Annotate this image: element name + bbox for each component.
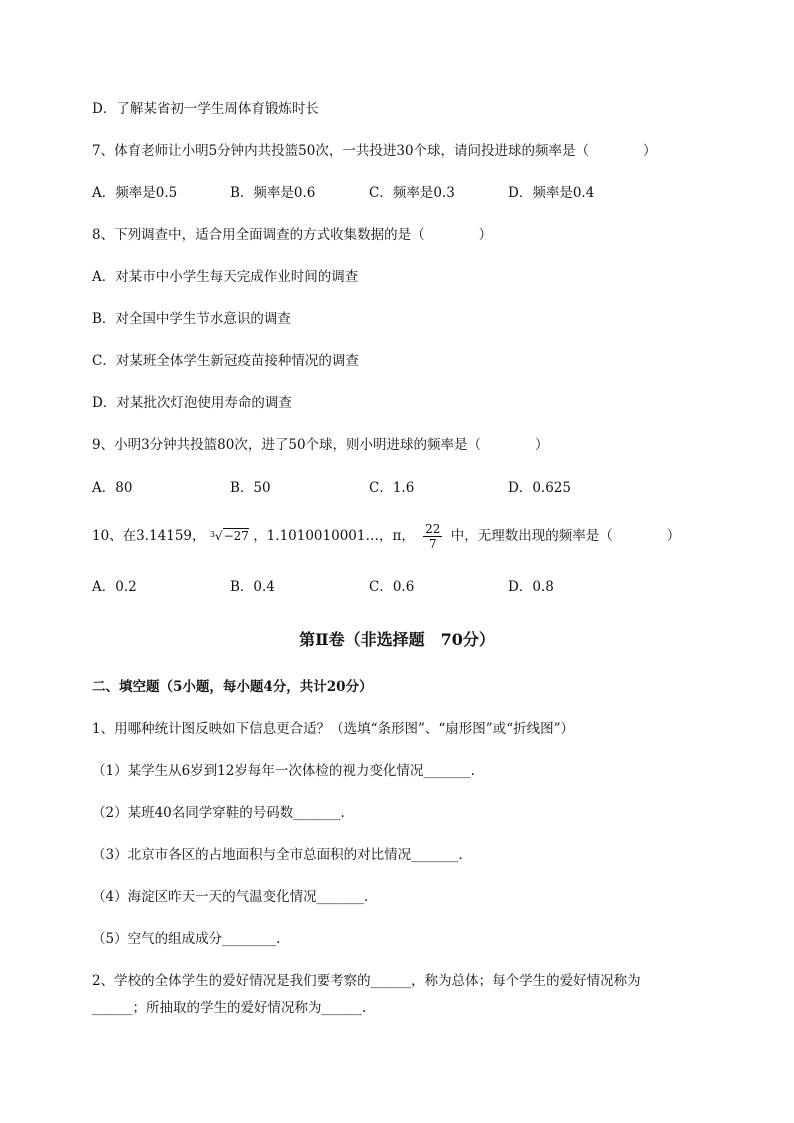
question-8-stem: 8、下列调查中，适合用全面调查的方式收集数据的是（ ） [92, 227, 493, 243]
question-7-option-a: A．频率是0.5 [92, 185, 178, 201]
part-2-heading: 二、填空题（5小题，每小题4分，共计20分） [92, 679, 373, 695]
fill-1-item-4: （4）海淀区昨天一天的气温变化情况_______. [92, 889, 369, 905]
q10-mid: ，1.1010010001…，π， [253, 528, 415, 544]
fill-1-item-3: （3）北京市各区的占地面积与全市总面积的对比情况_______. [92, 847, 463, 863]
fraction-denominator: 7 [428, 537, 437, 551]
root-index: 3 [209, 530, 215, 539]
question-10-option-b: B．0.4 [230, 579, 275, 595]
question-10-option-a: A．0.2 [92, 579, 137, 595]
question-10-option-d: D．0.8 [508, 579, 554, 595]
fraction [423, 522, 442, 551]
fill-2-line-2: ______；所抽取的学生的爱好情况称为______. [92, 1000, 367, 1016]
section-2-title: 第Ⅱ卷（非选择题 70分） [299, 630, 495, 649]
radical-sign: √ [214, 529, 223, 543]
fill-1-stem: 1、用哪种统计图反映如下信息更合适？（选填“条形图”、“扇形图”或“折线图”） [92, 721, 574, 737]
question-9-option-a: A．80 [92, 480, 133, 496]
question-8-option-b: B．对全国中学生节水意识的调查 [92, 311, 291, 327]
question-7-option-b: B．频率是0.6 [230, 185, 316, 201]
question-7-option-d: D．频率是0.4 [508, 185, 595, 201]
question-7-stem: 7、体育老师让小明5分钟内共投篮50次，一共投进30个球，请问投进球的频率是（ ） [92, 143, 657, 159]
fraction-numerator: 22 [425, 522, 441, 536]
question-9-option-d: D．0.625 [508, 480, 571, 496]
fill-1-item-1: （1）某学生从6岁到12岁每年一次体检的视力变化情况_______. [92, 763, 475, 779]
q10-suffix: 中，无理数出现的频率是（ ） [450, 528, 681, 544]
fill-1-item-5: （5）空气的组成成分________. [92, 931, 281, 947]
question-10-stem [92, 518, 680, 554]
question-7-option-c: C．频率是0.3 [369, 185, 455, 201]
question-8-option-c: C．对某班全体学生新冠疫苗接种情况的调查 [92, 353, 359, 369]
q10-prefix: 10、在3.14159， [92, 528, 206, 544]
question-9-option-c: C．1.6 [369, 480, 415, 496]
question-9-option-b: B．50 [230, 480, 271, 496]
question-6-option-d: D．了解某省初一学生周体育锻炼时长 [92, 101, 319, 117]
fill-1-item-2: （2）某班40名同学穿鞋的号码数_______. [92, 805, 345, 821]
question-10-option-c: C．0.6 [369, 579, 415, 595]
radicand: −27 [223, 529, 249, 543]
question-8-option-a: A．对某市中小学生每天完成作业时间的调查 [92, 269, 359, 285]
fill-2-line-1: 2、学校的全体学生的爱好情况是我们要考察的______，称为总体；每个学生的爱好情况称为 [92, 973, 641, 989]
cube-root-expression [210, 518, 249, 554]
question-8-option-d: D．对某批次灯泡使用寿命的调查 [92, 395, 292, 411]
question-9-stem: 9、小明3分钟共投篮80次，进了50个球，则小明进球的频率是（ ） [92, 437, 549, 453]
